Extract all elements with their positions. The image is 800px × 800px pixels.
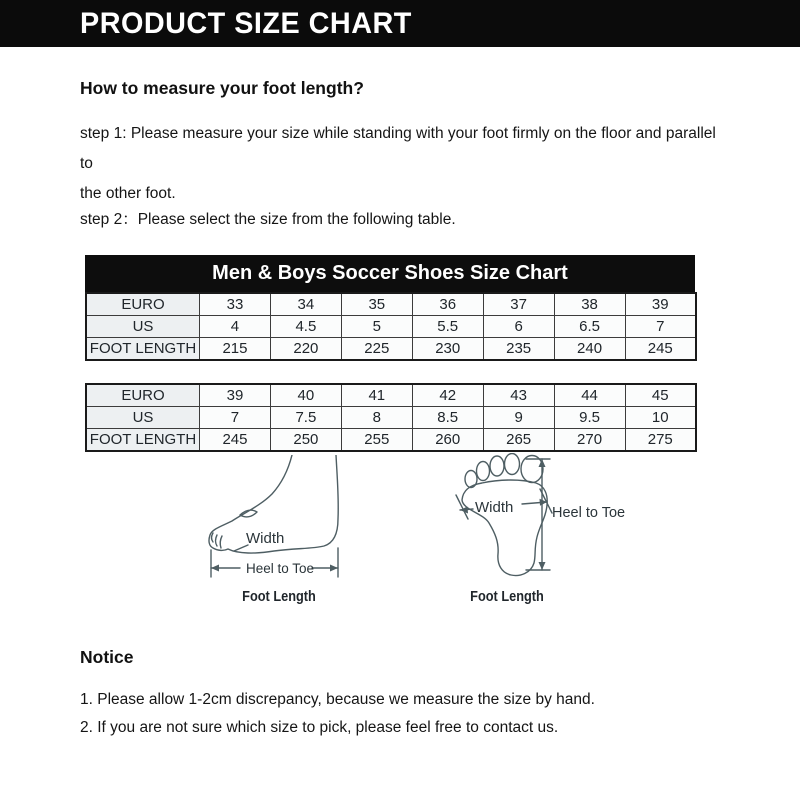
size-cell: 9 xyxy=(483,407,554,429)
left-arrowhead xyxy=(211,565,219,572)
size-cell: 6 xyxy=(483,316,554,338)
width-label: Width xyxy=(475,499,514,516)
heel-to-toe-label: Heel to Toe xyxy=(552,505,626,521)
step1-line2: the other foot. xyxy=(80,185,176,202)
width-label: Width xyxy=(246,530,285,547)
size-cell: 230 xyxy=(412,338,483,361)
table-row xyxy=(86,338,696,361)
size-cell: 37 xyxy=(483,293,554,316)
size-cell: 35 xyxy=(341,293,412,316)
table-row xyxy=(86,429,696,452)
top-view-foot-diagram xyxy=(450,453,630,581)
howto-heading: How to measure your foot length? xyxy=(80,78,364,98)
foot-sole-outline xyxy=(462,480,547,576)
toe-4 xyxy=(505,454,520,475)
heel-to-toe-label: Heel to Toe xyxy=(246,561,315,576)
row-label: US xyxy=(86,407,200,429)
size-cell: 40 xyxy=(270,384,341,407)
toe-3 xyxy=(490,456,504,476)
size-cell: 4.5 xyxy=(270,316,341,338)
size-cell: 36 xyxy=(412,293,483,316)
size-cell: 43 xyxy=(483,384,554,407)
size-chart-title-bar: Men & Boys Soccer Shoes Size Chart xyxy=(85,255,695,292)
size-cell: 33 xyxy=(200,293,271,316)
down-arrowhead xyxy=(539,562,546,570)
toe-detail-lines xyxy=(212,533,223,548)
size-cell: 240 xyxy=(554,338,625,361)
size-cell: 39 xyxy=(625,293,696,316)
step1-line1: step 1: Please measure your size while standing with your foot firmly on the floor and parallel to xyxy=(80,125,716,172)
size-cell: 260 xyxy=(412,429,483,452)
size-cell: 44 xyxy=(554,384,625,407)
step2-text: step 2：Please select the size from the following table. xyxy=(80,211,456,228)
size-table-euro-39-45 xyxy=(85,383,697,452)
table-row xyxy=(86,384,696,407)
size-table-euro-33-39 xyxy=(85,292,697,361)
row-label: FOOT LENGTH xyxy=(86,429,200,452)
title-banner xyxy=(0,0,800,47)
table-row xyxy=(86,316,696,338)
right-arrowhead xyxy=(330,565,338,572)
step1-text xyxy=(80,119,720,209)
notice-items xyxy=(0,686,800,742)
notice-item-2: 2. If you are not sure which size to pick, please feel free to contact us. xyxy=(80,719,559,736)
row-label: EURO xyxy=(86,384,200,407)
size-cell: 215 xyxy=(200,338,271,361)
top-view-caption: Foot Length xyxy=(470,588,544,605)
table-row xyxy=(86,407,696,429)
row-label: EURO xyxy=(86,293,200,316)
size-cell: 7 xyxy=(200,407,271,429)
row-label: US xyxy=(86,316,200,338)
measurement-diagrams xyxy=(0,452,800,634)
size-cell: 8 xyxy=(341,407,412,429)
size-cell: 7.5 xyxy=(270,407,341,429)
size-cell: 265 xyxy=(483,429,554,452)
size-cell: 8.5 xyxy=(412,407,483,429)
notice-section xyxy=(0,647,800,742)
size-cell: 245 xyxy=(625,338,696,361)
side-view-foot-diagram xyxy=(204,455,354,583)
size-cell: 9.5 xyxy=(554,407,625,429)
size-cell: 255 xyxy=(341,429,412,452)
size-cell: 7 xyxy=(625,316,696,338)
size-cell: 275 xyxy=(625,429,696,452)
page-title: PRODUCT SIZE CHART xyxy=(80,6,412,40)
notice-heading: Notice xyxy=(80,647,134,667)
size-cell: 6.5 xyxy=(554,316,625,338)
table-row xyxy=(86,293,696,316)
size-cell: 4 xyxy=(200,316,271,338)
notice-item-1: 1. Please allow 1-2cm discrepancy, because we measure the size by hand. xyxy=(80,691,595,708)
size-cell: 235 xyxy=(483,338,554,361)
size-cell: 5.5 xyxy=(412,316,483,338)
size-cell: 5 xyxy=(341,316,412,338)
toe-2 xyxy=(477,462,490,481)
size-cell: 225 xyxy=(341,338,412,361)
size-cell: 245 xyxy=(200,429,271,452)
size-cell: 34 xyxy=(270,293,341,316)
size-cell: 270 xyxy=(554,429,625,452)
side-view-caption: Foot Length xyxy=(242,588,316,605)
size-cell: 39 xyxy=(200,384,271,407)
size-cell: 220 xyxy=(270,338,341,361)
size-cell: 250 xyxy=(270,429,341,452)
row-label: FOOT LENGTH xyxy=(86,338,200,361)
size-cell: 10 xyxy=(625,407,696,429)
size-chart-section xyxy=(0,255,800,452)
size-cell: 41 xyxy=(341,384,412,407)
size-cell: 42 xyxy=(412,384,483,407)
size-cell: 38 xyxy=(554,293,625,316)
size-cell: 45 xyxy=(625,384,696,407)
howto-section xyxy=(0,78,800,229)
